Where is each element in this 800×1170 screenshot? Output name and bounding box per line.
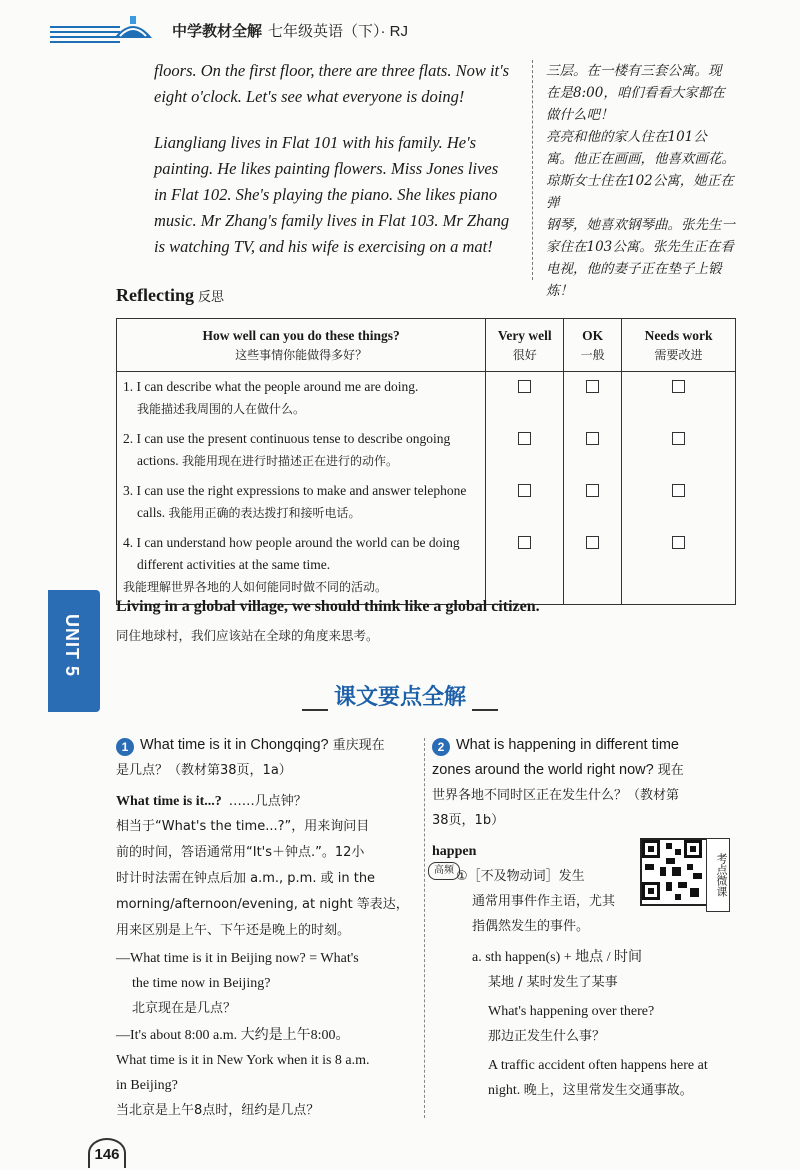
motto-chinese: 同住地球村，我们应该站在全球的角度来思考。 xyxy=(116,628,379,643)
passage-cn-line: 在是8:00，咱们看看大家都在 xyxy=(546,85,725,101)
checkbox-cell[interactable] xyxy=(622,372,736,425)
page-number: 146 xyxy=(88,1138,126,1168)
header-en: Needs work xyxy=(644,327,713,343)
checkbox[interactable] xyxy=(518,484,531,497)
word-sense: ①［不及物动词］发生 xyxy=(456,869,585,884)
point-number-badge: 2 xyxy=(432,738,450,756)
example-en: What time is it in New York when it is 8 a.m. xyxy=(116,1053,370,1068)
question-cn: 重庆现在 xyxy=(332,738,385,753)
row-text xyxy=(117,476,486,528)
row-cn: 我能理解世界各地的人如何能同时做不同的活动。 xyxy=(123,580,388,594)
passage-cn-line: 琼斯女士住在102公寓，她正在弹 xyxy=(546,173,734,211)
row-text xyxy=(117,528,486,605)
passage-divider xyxy=(532,60,533,280)
checkbox[interactable] xyxy=(672,432,685,445)
checkbox[interactable] xyxy=(586,380,599,393)
point-1 xyxy=(116,733,416,1123)
table-row xyxy=(117,528,736,605)
reflecting-title: Reflecting xyxy=(116,285,194,305)
checkbox[interactable] xyxy=(586,484,599,497)
question-cn: 现在 xyxy=(657,763,684,778)
title-bar-left xyxy=(302,709,328,711)
row-en: 2. I can use the present continuous tense to describe ongoing xyxy=(123,431,451,446)
key-phrase-cn: ……几点钟？ xyxy=(228,794,307,809)
section-title-text: 课文要点全解 xyxy=(333,685,466,710)
header-title xyxy=(172,20,408,41)
example-en: —It's about 8:00 a.m. 大约是上午8:00。 xyxy=(116,1028,350,1043)
passage-english xyxy=(154,58,524,260)
example-en: What's happening over there? xyxy=(488,1004,655,1019)
checkbox[interactable] xyxy=(518,380,531,393)
header-en: Very well xyxy=(497,327,552,343)
checkbox-cell[interactable] xyxy=(486,372,564,425)
passage-line: is watching TV, and his wife is exercising on a mat! xyxy=(154,237,493,256)
table-header-row xyxy=(117,319,736,372)
reflecting-heading xyxy=(116,285,224,306)
point-number-badge: 1 xyxy=(116,738,134,756)
checkbox-cell[interactable] xyxy=(622,528,736,605)
checkbox[interactable] xyxy=(586,432,599,445)
table-row xyxy=(117,476,736,528)
row-en-cont: different activities at the same time. xyxy=(137,557,331,572)
reflecting-table xyxy=(116,318,736,605)
checkbox-cell[interactable] xyxy=(564,372,622,425)
example-cn: 当北京是上午8点时，纽约是几点？ xyxy=(116,1103,320,1118)
passage-cn-line: 钢琴，她喜欢钢琴曲。张先生一 xyxy=(546,217,735,233)
usage-pattern-cn: 某地 / 某时发生了某事 xyxy=(488,975,618,990)
passage-cn-line: 三层。在一楼有三套公寓。现 xyxy=(546,63,722,79)
example-en: the time now in Beijing? xyxy=(132,976,271,991)
header-cell xyxy=(117,319,486,372)
checkbox-cell[interactable] xyxy=(486,476,564,528)
passage-cn-line: 做什么吧！ xyxy=(546,107,614,123)
checkbox-cell[interactable] xyxy=(564,424,622,476)
passage-cn-line: 亮亮和他的家人住在101公 xyxy=(546,129,707,145)
passage-line: music. Mr Zhang's family lives in Flat 103. Mr Zhang xyxy=(154,211,510,230)
passage-cn-line: 家住在103公寓。张先生正在看 xyxy=(546,239,734,255)
checkbox[interactable] xyxy=(672,484,685,497)
checkbox[interactable] xyxy=(518,536,531,549)
usage-pattern: a. sth happen(s) + 地点 / 时间 xyxy=(472,950,643,965)
header-cell xyxy=(622,319,736,372)
checkbox[interactable] xyxy=(672,380,685,393)
passage-line: in Flat 102. She's playing the piano. She likes piano xyxy=(154,185,498,204)
checkbox-cell[interactable] xyxy=(622,424,736,476)
question-en: zones around the world right now? xyxy=(432,762,654,778)
checkbox-cell[interactable] xyxy=(486,424,564,476)
passage-line: Liangliang lives in Flat 101 with his family. He's xyxy=(154,133,477,152)
row-text xyxy=(117,372,486,425)
row-cn: 我能用现在进行时描述正在进行的动作。 xyxy=(182,454,399,468)
question-en: What is happening in different time xyxy=(456,737,680,753)
header-cn: 需要改进 xyxy=(654,347,703,362)
header-cn: 一般 xyxy=(580,347,605,362)
book-subtitle: 七年级英语（下）· RJ xyxy=(268,23,409,40)
reflecting-title-cn: 反思 xyxy=(197,290,224,305)
checkbox-cell[interactable] xyxy=(622,476,736,528)
header-en: How well can you do these things? xyxy=(202,327,400,343)
book-title: 中学教材全解 xyxy=(172,23,263,40)
example-en: night. xyxy=(488,1083,521,1098)
question-en: What time is it in Chongqing? xyxy=(140,737,329,753)
checkbox-cell[interactable] xyxy=(486,528,564,605)
header-cell xyxy=(564,319,622,372)
explanation-line: morning/afternoon/evening, at night 等表达， xyxy=(116,897,409,912)
usage-note: 指偶然发生的事件。 xyxy=(472,919,590,934)
checkbox[interactable] xyxy=(518,432,531,445)
checkbox[interactable] xyxy=(586,536,599,549)
title-bar-right xyxy=(472,709,498,711)
book-logo-icon xyxy=(110,10,156,44)
usage-note: 通常用事件作主语，尤其 xyxy=(472,894,616,909)
explanation-line: 前的时间，答语通常用“It's＋钟点.”。12小 xyxy=(116,845,365,860)
section-title xyxy=(0,680,800,711)
example-en: A traffic accident often happens here at xyxy=(488,1058,708,1073)
header-cell xyxy=(486,319,564,372)
question-cn-source: 38页，1b） xyxy=(432,813,505,828)
row-cn: 我能描述我周围的人在做什么。 xyxy=(137,402,306,416)
header-cn: 这些事情你能做得多好？ xyxy=(235,347,368,362)
point-2 xyxy=(432,733,732,1103)
unit-tab-label: UNIT 5 xyxy=(62,614,82,678)
row-en: 4. I can understand how people around the world can be doing xyxy=(123,535,460,550)
question-cn-source: 是几点？（教材第38页，1a） xyxy=(116,763,292,778)
row-en-cont: actions. xyxy=(137,453,179,468)
frequency-tag: 高频 xyxy=(428,862,460,880)
row-cn: 我能用正确的表达拨打和接听电话。 xyxy=(168,506,361,520)
passage-line: eight o'clock. Let's see what everyone is doing! xyxy=(154,87,465,106)
qr-code-icon[interactable] xyxy=(640,838,708,906)
example-cn: 北京现在是几点？ xyxy=(132,1001,237,1016)
explanation-line: 用来区别是上午、下午还是晚上的时刻。 xyxy=(116,923,351,938)
checkbox-cell[interactable] xyxy=(564,476,622,528)
checkbox-cell[interactable] xyxy=(564,528,622,605)
checkbox[interactable] xyxy=(672,536,685,549)
example-en: —What time is it in Beijing now? = What's xyxy=(116,951,359,966)
motto-english: Living in a global village, we should think like a global citizen. xyxy=(116,598,540,615)
example-cn: 晚上，这里常发生交通事故。 xyxy=(523,1083,693,1098)
table-row xyxy=(117,424,736,476)
qr-label: 考点微课 xyxy=(706,838,730,912)
passage-chinese xyxy=(546,60,746,302)
header-en: OK xyxy=(582,327,604,343)
row-en: 3. I can use the right expressions to make and answer telephone xyxy=(123,483,467,498)
example-cn: 那边正发生什么事？ xyxy=(488,1029,606,1044)
passage-cn-line: 寓。他正在画画，他喜欢画花。 xyxy=(546,151,735,167)
row-en: 1. I can describe what the people around me are doing. xyxy=(123,379,419,394)
passage-cn-line: 电视，他的妻子正在垫子上锻炼！ xyxy=(546,261,722,299)
example-en: in Beijing? xyxy=(116,1078,178,1093)
explanation-line: 时计时法需在钟点后加 a.m., p.m. 或 in the xyxy=(116,871,376,886)
passage-line: floors. On the first floor, there are three flats. Now it's xyxy=(154,61,510,80)
question-cn-source: 世界各地不同时区正在发生什么？（教材第 xyxy=(432,788,680,803)
row-text xyxy=(117,424,486,476)
key-word: happen xyxy=(432,844,477,859)
header-cn: 很好 xyxy=(512,347,537,362)
table-row xyxy=(117,372,736,425)
explanation-line: 相当于“What's the time...?”，用来询问目 xyxy=(116,819,370,834)
column-divider xyxy=(424,738,425,1118)
key-phrase: What time is it...? xyxy=(116,794,222,809)
passage-line: painting. He likes painting flowers. Miss Jones lives xyxy=(154,159,499,178)
row-en-cont: calls. xyxy=(137,505,166,520)
page-header xyxy=(0,0,800,50)
